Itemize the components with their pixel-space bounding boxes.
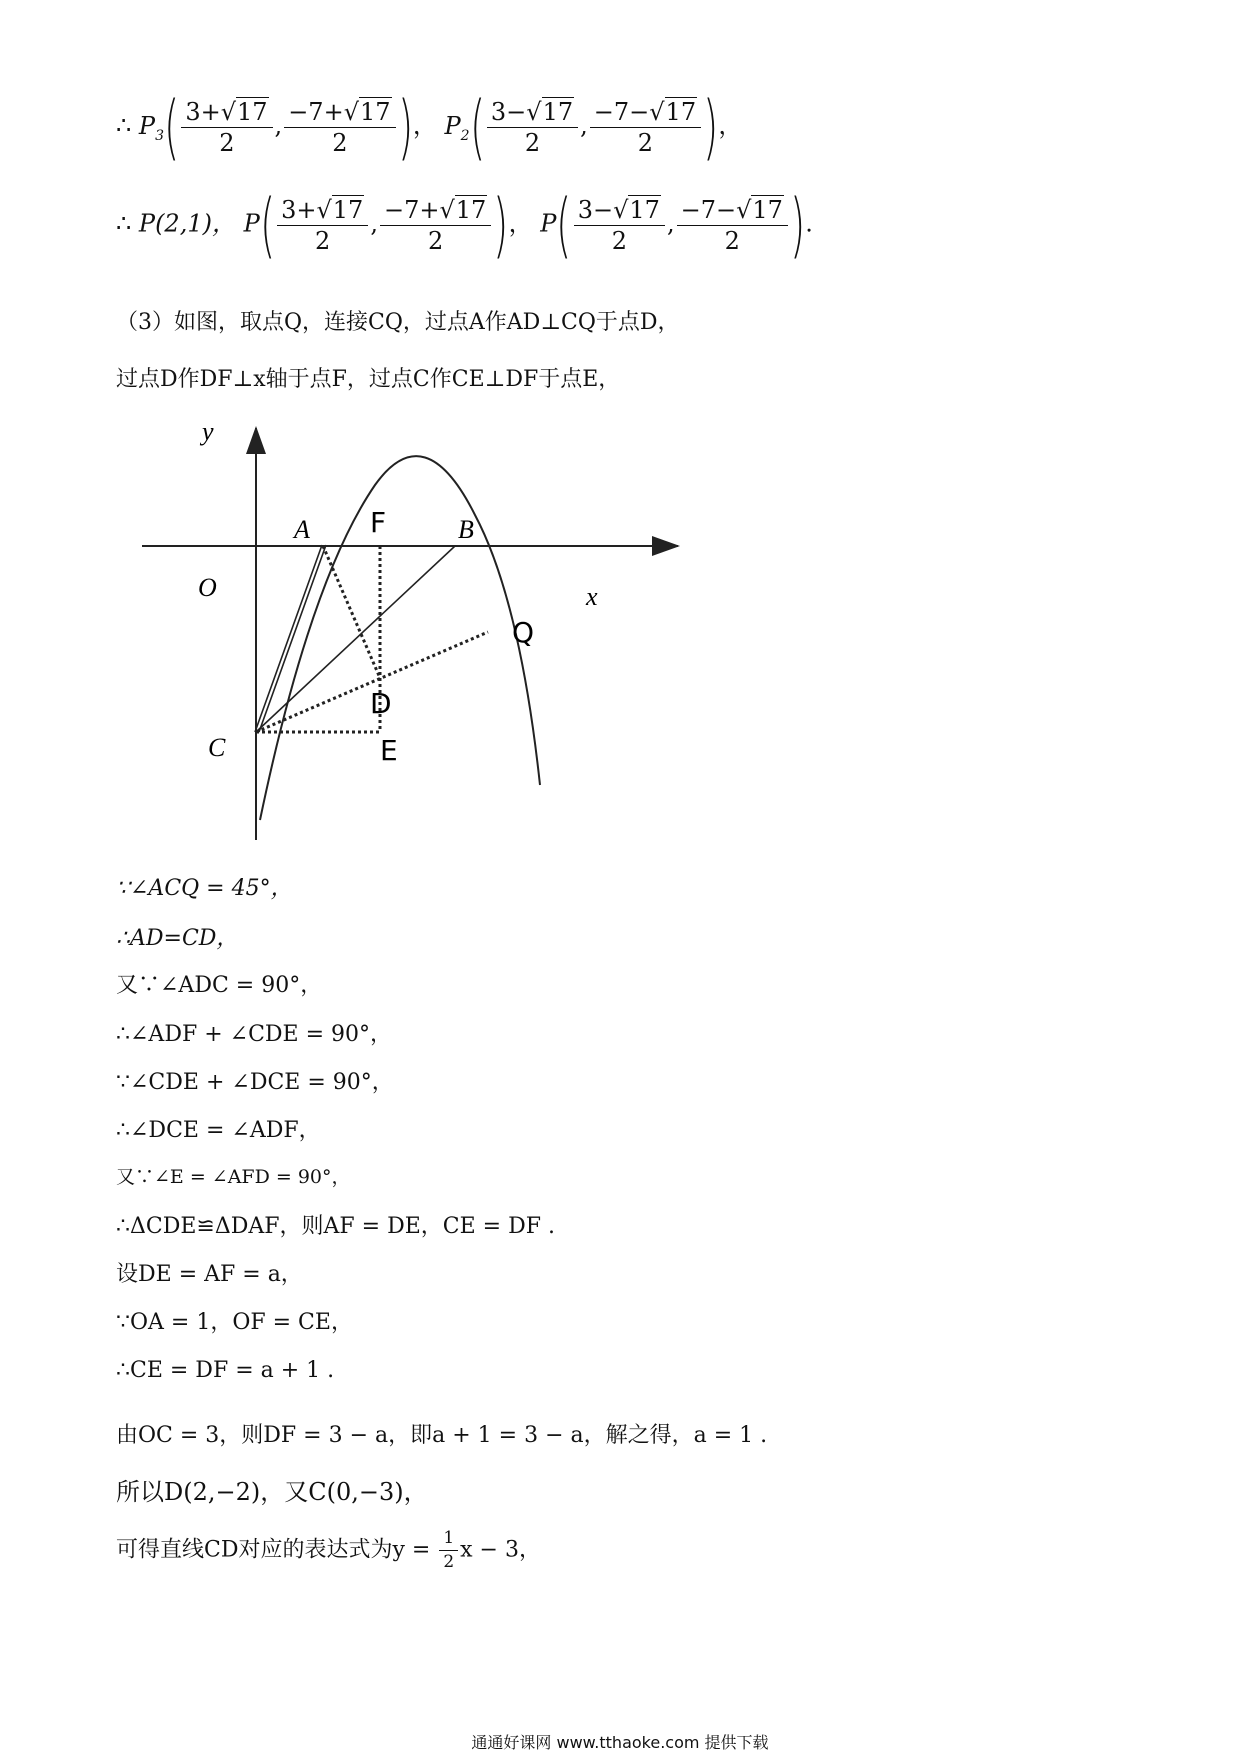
step-12: 由OC = 3，则DF = 3 − a，即a + 1 = 3 − a，解之得，a = 1 . (116, 1423, 768, 1448)
label-a: A (294, 515, 310, 544)
segment-ac (255, 545, 322, 732)
step-10: ∵OA = 1，OF = CE， (116, 1310, 353, 1335)
label-d: D (370, 687, 392, 720)
point-p2: $P_2$ (444, 111, 470, 144)
segment-ad (323, 546, 380, 678)
part3-line1: （3）如图，取点Q，连接CQ，过点A作AD⊥CQ于点D， (116, 310, 680, 335)
step-8: ∴ΔCDE≌ΔDAF，则AF = DE，CE = DF . (116, 1214, 556, 1239)
geometry-figure (130, 420, 690, 850)
step-1: ∵∠ACQ = 45°， (116, 876, 293, 901)
step-6: ∴∠DCE = ∠ADF， (116, 1118, 321, 1143)
label-q: Q (512, 616, 535, 649)
segment-cb (256, 546, 455, 732)
line-p-all: ∴ P(2,1)， P( $\frac{3+√17}{2}$ , $\frac{-7+√17}{2}$ )， P( $\frac{3-√17}{2}$ , $\frac{-7-√17}{2}$ ). (116, 184, 813, 266)
step-11: ∴CE = DF = a + 1 . (116, 1358, 335, 1383)
footer-watermark: 通通好课网 www.tthaoke.com 提供下载 (471, 1733, 769, 1752)
fraction: $\frac{3-√17}{2}$ (487, 100, 578, 155)
point-p3: $P_3$ (138, 111, 164, 144)
fraction: $\frac{-7-√17}{2}$ (590, 100, 701, 155)
parabola-curve (260, 456, 540, 820)
fraction: $\frac{3+√17}{2}$ (277, 198, 368, 253)
label-f: F (370, 506, 387, 539)
fraction: $\frac{-7-√17}{2}$ (677, 198, 788, 253)
label-e: E (380, 734, 398, 767)
label-b: B (458, 515, 474, 544)
label-c: C (208, 733, 226, 762)
label-x: x (586, 582, 598, 611)
step-7: 又∵∠E = ∠AFD = 90°， (116, 1166, 351, 1188)
fraction: $\frac{3+√17}{2}$ (181, 100, 272, 155)
step-9: 设DE = AF = a， (116, 1262, 303, 1287)
step-14: 可得直线CD对应的表达式为y = $\frac{1}{2}$ x − 3， (116, 1528, 541, 1572)
therefore-symbol: ∴ (116, 111, 132, 140)
step-5: ∵∠CDE + ∠DCE = 90°， (116, 1070, 394, 1095)
fraction: $\frac{3-√17}{2}$ (574, 198, 665, 253)
step-4: ∴∠ADF + ∠CDE = 90°， (116, 1022, 393, 1047)
label-y: y (202, 420, 214, 446)
fraction-half: $\frac{1}{2}$ (439, 1530, 458, 1571)
step-13: 所以D(2,−2)，又C(0,−3)， (116, 1478, 428, 1506)
step-3: 又∵∠ADC = 90°， (116, 973, 323, 998)
fraction: $\frac{-7+√17}{2}$ (284, 100, 395, 155)
segment-ac-2 (259, 545, 326, 732)
part3-line2: 过点D作DF⊥x轴于点F，过点C作CE⊥DF于点E， (116, 367, 621, 392)
step-2: ∴AD=CD， (116, 926, 239, 951)
line-p3-p2: ∴ $P_3$( $\frac{3+√17}{2}$ , $\frac{-7+√17}{2}$ )， $P_2$( $\frac{3-√17}{2}$ , $\frac{-7-√17}{2}$ )， (116, 86, 743, 168)
label-o: O (198, 573, 217, 602)
fraction: $\frac{-7+√17}{2}$ (380, 198, 491, 253)
point-p1: P(2,1)， (138, 209, 236, 238)
